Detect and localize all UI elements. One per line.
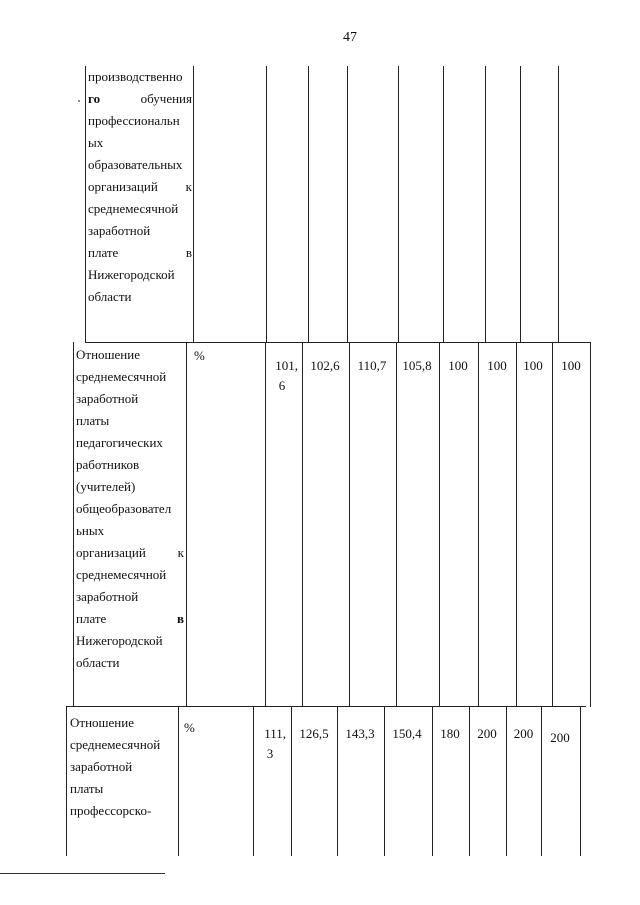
row1-label-line: заработной bbox=[88, 223, 151, 238]
row2-value: 105,8 bbox=[402, 358, 432, 373]
row2-value: 100 bbox=[523, 358, 543, 373]
row1-label-line: образовательных bbox=[88, 157, 183, 172]
row2-label-line: ьных bbox=[76, 523, 105, 538]
row2-label-line: заработной bbox=[76, 391, 139, 406]
row2-label-line: общеобразовател bbox=[76, 501, 172, 516]
row1-label-line: ых bbox=[88, 135, 104, 150]
footnote-separator bbox=[0, 873, 165, 874]
row3-value: 200 bbox=[477, 726, 497, 741]
row2-value: 100 bbox=[487, 358, 507, 373]
row1-label-line: производственно bbox=[88, 69, 183, 84]
row2-label-line: педагогических bbox=[76, 435, 163, 450]
row2-value: 102,6 bbox=[310, 358, 340, 373]
scan-speck bbox=[78, 100, 80, 102]
row3-label-line: заработной bbox=[70, 759, 133, 774]
row3-label-line: среднемесячной bbox=[70, 737, 161, 752]
row3-value: 200 bbox=[513, 726, 534, 741]
row3-value-line: 111, bbox=[264, 726, 286, 741]
row2-label-line: организаций к bbox=[76, 545, 184, 560]
row3-label-line: платы bbox=[70, 781, 104, 796]
row2-label-line: Отношение bbox=[76, 347, 140, 362]
row1-label bbox=[88, 66, 192, 308]
row3-label bbox=[70, 712, 176, 822]
row1-label-line: го обучения bbox=[88, 91, 192, 106]
row3-value: 200 bbox=[550, 730, 570, 745]
row1-label-line: организаций к bbox=[88, 179, 192, 194]
row2-label-line: среднемесячной bbox=[76, 369, 167, 384]
row2-label bbox=[76, 344, 184, 674]
row2-value-line: 101, bbox=[275, 358, 298, 373]
row3-label-line: Отношение bbox=[70, 715, 134, 730]
row2-label-line: плате в bbox=[76, 611, 184, 626]
row1-label-line: профессиональн bbox=[88, 113, 180, 128]
row1-label-line: Нижегородской bbox=[88, 267, 175, 282]
row3-label-line: профессорско- bbox=[70, 803, 152, 818]
row2-value-line: 6 bbox=[278, 378, 286, 393]
row1-label-line: плате в bbox=[88, 245, 192, 260]
row2-value: 100 bbox=[561, 358, 581, 373]
row3-value: 180 bbox=[440, 726, 460, 741]
row1-label-line: области bbox=[88, 289, 132, 304]
row2-label-line: работников bbox=[76, 457, 140, 472]
row2-value-2012 bbox=[266, 356, 298, 396]
row2-label-line: заработной bbox=[76, 589, 139, 604]
row3-value: 126,5 bbox=[299, 726, 329, 741]
row3-unit: % bbox=[184, 720, 195, 735]
row2-label-line: области bbox=[76, 655, 120, 670]
row3-value: 150,4 bbox=[392, 726, 422, 741]
row1-label-line: среднемесячной bbox=[88, 201, 179, 216]
row2-value: 110,7 bbox=[357, 358, 387, 373]
row3-value-2012 bbox=[254, 724, 286, 764]
row2-unit: % bbox=[194, 348, 205, 363]
row3-value: 143,3 bbox=[345, 726, 375, 741]
row2-label-line: платы bbox=[76, 413, 110, 428]
page-number: 47 bbox=[343, 30, 357, 45]
row2-value: 100 bbox=[448, 358, 468, 373]
row2-label-line: среднемесячной bbox=[76, 567, 167, 582]
row2-label-line: Нижегородской bbox=[76, 633, 163, 648]
row3-value-line: 3 bbox=[266, 746, 274, 761]
row2-label-line: (учителей) bbox=[76, 479, 136, 494]
